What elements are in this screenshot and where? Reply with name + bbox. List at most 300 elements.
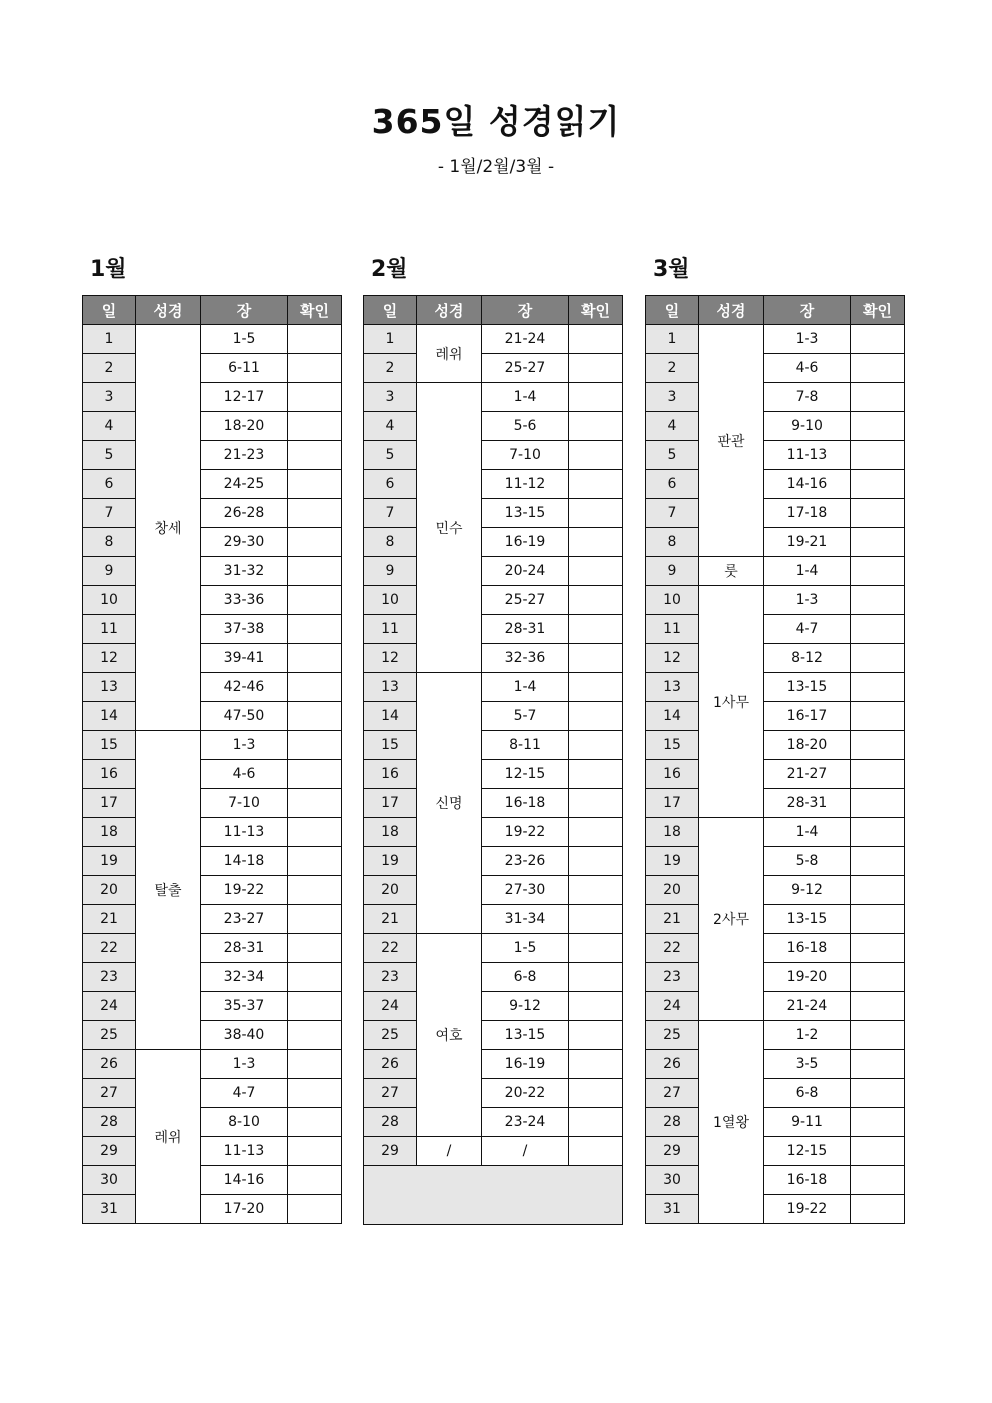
day-cell: 29 — [83, 1137, 136, 1166]
day-cell: 16 — [646, 760, 699, 789]
check-cell[interactable] — [569, 731, 623, 760]
chapter-cell: 6-8 — [482, 963, 569, 992]
chapter-cell: 33-36 — [201, 586, 288, 615]
day-cell: 17 — [83, 789, 136, 818]
check-cell[interactable] — [851, 1166, 905, 1195]
day-cell: 21 — [83, 905, 136, 934]
table-row — [83, 1079, 342, 1108]
table-row — [364, 905, 623, 934]
chapter-cell: 17-18 — [764, 499, 851, 528]
day-cell: 9 — [646, 557, 699, 586]
check-cell[interactable] — [569, 934, 623, 963]
book-cell: 신명 — [417, 673, 482, 934]
book-cell: 탈출 — [136, 731, 201, 1050]
header-day: 일 — [646, 296, 699, 325]
check-cell[interactable] — [288, 789, 342, 818]
month-heading: 2월 — [371, 257, 408, 282]
book-cell: 창세 — [136, 325, 201, 731]
table-row — [83, 1050, 342, 1079]
reading-table — [645, 295, 905, 1224]
check-cell[interactable] — [569, 586, 623, 615]
table-row — [364, 934, 623, 963]
table-row — [646, 586, 905, 615]
chapter-cell: 13-15 — [482, 499, 569, 528]
day-cell: 28 — [646, 1108, 699, 1137]
chapter-cell: 16-18 — [764, 934, 851, 963]
check-cell[interactable] — [569, 1108, 623, 1137]
day-cell: 19 — [83, 847, 136, 876]
chapter-cell: 37-38 — [201, 615, 288, 644]
check-cell[interactable] — [851, 934, 905, 963]
check-cell[interactable] — [851, 789, 905, 818]
chapter-cell: 5-7 — [482, 702, 569, 731]
chapter-cell: 42-46 — [201, 673, 288, 702]
chapter-cell: 5-6 — [482, 412, 569, 441]
check-cell[interactable] — [851, 470, 905, 499]
page-title: 365일 성경읽기 — [371, 102, 621, 141]
day-cell: 18 — [646, 818, 699, 847]
table-row — [646, 992, 905, 1021]
day-cell: 5 — [83, 441, 136, 470]
check-cell[interactable] — [288, 1108, 342, 1137]
book-cell: 판관 — [699, 325, 764, 557]
check-cell[interactable] — [569, 412, 623, 441]
table-row — [83, 383, 342, 412]
table-row — [646, 673, 905, 702]
check-cell[interactable] — [569, 818, 623, 847]
table-row — [364, 789, 623, 818]
table-row — [364, 1108, 623, 1137]
check-cell[interactable] — [851, 528, 905, 557]
table-row — [364, 557, 623, 586]
check-cell[interactable] — [569, 673, 623, 702]
day-cell: 15 — [83, 731, 136, 760]
check-cell[interactable] — [851, 731, 905, 760]
table-row — [646, 1195, 905, 1224]
check-cell[interactable] — [569, 963, 623, 992]
header-day: 일 — [364, 296, 417, 325]
day-cell: 2 — [364, 354, 417, 383]
table-row — [646, 354, 905, 383]
check-cell[interactable] — [288, 702, 342, 731]
day-cell: 15 — [646, 731, 699, 760]
day-cell: 21 — [364, 905, 417, 934]
chapter-cell: 28-31 — [764, 789, 851, 818]
check-cell[interactable] — [288, 760, 342, 789]
check-cell[interactable] — [851, 354, 905, 383]
check-cell[interactable] — [851, 383, 905, 412]
table-row — [364, 760, 623, 789]
chapter-cell: 1-3 — [764, 325, 851, 354]
table-row — [646, 818, 905, 847]
chapter-cell: 16-18 — [764, 1166, 851, 1195]
table-row — [646, 1079, 905, 1108]
chapter-cell: 19-22 — [482, 818, 569, 847]
table-row — [364, 1079, 623, 1108]
day-cell: 7 — [83, 499, 136, 528]
check-cell[interactable] — [569, 847, 623, 876]
day-cell: 1 — [83, 325, 136, 354]
chapter-cell: 6-11 — [201, 354, 288, 383]
check-cell[interactable] — [851, 325, 905, 354]
table-row — [83, 1166, 342, 1195]
day-cell: 10 — [364, 586, 417, 615]
table-row — [364, 702, 623, 731]
header-chapter: 장 — [201, 296, 288, 325]
check-cell[interactable] — [851, 499, 905, 528]
day-cell: 27 — [83, 1079, 136, 1108]
table-row — [83, 470, 342, 499]
table-row — [83, 992, 342, 1021]
check-cell[interactable] — [851, 1079, 905, 1108]
table-row — [83, 876, 342, 905]
check-cell[interactable] — [288, 1079, 342, 1108]
day-cell: 29 — [364, 1137, 417, 1166]
chapter-cell: 17-20 — [201, 1195, 288, 1224]
check-cell[interactable] — [288, 963, 342, 992]
check-cell[interactable] — [288, 644, 342, 673]
month-heading: 1월 — [90, 257, 127, 282]
check-cell[interactable] — [288, 1021, 342, 1050]
check-cell[interactable] — [851, 1195, 905, 1224]
table-row — [646, 441, 905, 470]
chapter-cell: 1-5 — [201, 325, 288, 354]
check-cell[interactable] — [569, 992, 623, 1021]
chapter-cell: 14-16 — [764, 470, 851, 499]
day-cell: 3 — [364, 383, 417, 412]
check-cell[interactable] — [288, 1137, 342, 1166]
check-cell[interactable] — [851, 441, 905, 470]
check-cell[interactable] — [851, 412, 905, 441]
chapter-cell: 29-30 — [201, 528, 288, 557]
check-cell[interactable] — [288, 731, 342, 760]
table-row — [646, 1166, 905, 1195]
check-cell[interactable] — [851, 615, 905, 644]
day-cell: 26 — [646, 1050, 699, 1079]
chapter-cell: 38-40 — [201, 1021, 288, 1050]
table-row — [646, 760, 905, 789]
check-cell[interactable] — [569, 905, 623, 934]
table-row — [364, 992, 623, 1021]
chapter-cell: 12-15 — [764, 1137, 851, 1166]
chapter-cell: 31-34 — [482, 905, 569, 934]
check-cell[interactable] — [569, 876, 623, 905]
chapter-cell: 7-8 — [764, 383, 851, 412]
chapter-cell: 21-24 — [764, 992, 851, 1021]
check-cell[interactable] — [288, 354, 342, 383]
day-cell: 26 — [364, 1050, 417, 1079]
day-cell: 18 — [83, 818, 136, 847]
chapter-cell: 21-23 — [201, 441, 288, 470]
chapter-cell: 27-30 — [482, 876, 569, 905]
check-cell[interactable] — [851, 847, 905, 876]
chapter-cell: 12-17 — [201, 383, 288, 412]
table-row — [364, 963, 623, 992]
chapter-cell: 1-4 — [764, 818, 851, 847]
check-cell[interactable] — [288, 905, 342, 934]
book-cell: 레위 — [417, 325, 482, 383]
check-cell[interactable] — [569, 760, 623, 789]
check-cell[interactable] — [288, 499, 342, 528]
check-cell[interactable] — [569, 615, 623, 644]
day-cell: 6 — [364, 470, 417, 499]
check-cell[interactable] — [288, 383, 342, 412]
check-cell[interactable] — [569, 1021, 623, 1050]
table-row — [646, 615, 905, 644]
day-cell: 5 — [646, 441, 699, 470]
check-cell[interactable] — [569, 325, 623, 354]
chapter-cell: 4-7 — [201, 1079, 288, 1108]
day-cell: 13 — [83, 673, 136, 702]
check-cell[interactable] — [851, 760, 905, 789]
table-row — [364, 1021, 623, 1050]
chapter-cell: 11-12 — [482, 470, 569, 499]
day-cell: 11 — [83, 615, 136, 644]
day-cell: 11 — [646, 615, 699, 644]
day-cell: 10 — [83, 586, 136, 615]
day-cell: 20 — [364, 876, 417, 905]
table-row — [646, 1021, 905, 1050]
day-cell: 16 — [364, 760, 417, 789]
table-row — [83, 731, 342, 760]
day-cell: 24 — [646, 992, 699, 1021]
check-cell[interactable] — [851, 876, 905, 905]
table-row — [83, 557, 342, 586]
chapter-cell: 9-11 — [764, 1108, 851, 1137]
day-cell: 8 — [364, 528, 417, 557]
check-cell[interactable] — [851, 905, 905, 934]
chapter-cell: 8-10 — [201, 1108, 288, 1137]
chapter-cell: 1-4 — [482, 673, 569, 702]
day-cell: 4 — [364, 412, 417, 441]
header-book: 성경 — [136, 296, 201, 325]
day-cell: 11 — [364, 615, 417, 644]
table-row — [83, 905, 342, 934]
chapter-cell: 5-8 — [764, 847, 851, 876]
day-cell: 30 — [646, 1166, 699, 1195]
chapter-cell: 18-20 — [764, 731, 851, 760]
chapter-cell: 1-3 — [764, 586, 851, 615]
day-cell: 9 — [83, 557, 136, 586]
check-cell[interactable] — [569, 383, 623, 412]
check-cell[interactable] — [288, 818, 342, 847]
check-cell[interactable] — [851, 702, 905, 731]
chapter-cell: 8-12 — [764, 644, 851, 673]
check-cell[interactable] — [288, 992, 342, 1021]
table-row — [364, 586, 623, 615]
check-cell[interactable] — [288, 470, 342, 499]
check-cell[interactable] — [851, 673, 905, 702]
day-cell: 28 — [83, 1108, 136, 1137]
check-cell[interactable] — [288, 1050, 342, 1079]
table-row — [364, 673, 623, 702]
day-cell: 14 — [364, 702, 417, 731]
check-cell[interactable] — [288, 325, 342, 354]
header-book: 성경 — [699, 296, 764, 325]
header-chapter: 장 — [482, 296, 569, 325]
table-row — [646, 1050, 905, 1079]
chapter-cell: 11-13 — [201, 818, 288, 847]
check-cell[interactable] — [851, 1137, 905, 1166]
table-row — [83, 354, 342, 383]
chapter-cell: 1-3 — [201, 731, 288, 760]
table-row — [646, 383, 905, 412]
day-cell: 19 — [646, 847, 699, 876]
check-cell[interactable] — [288, 586, 342, 615]
chapter-cell: 24-25 — [201, 470, 288, 499]
table-row — [646, 499, 905, 528]
table-row — [646, 1108, 905, 1137]
table-row — [646, 847, 905, 876]
header-chapter: 장 — [764, 296, 851, 325]
day-cell: 2 — [83, 354, 136, 383]
check-cell[interactable] — [851, 644, 905, 673]
day-cell: 12 — [364, 644, 417, 673]
table-row — [646, 905, 905, 934]
chapter-cell: 4-7 — [764, 615, 851, 644]
table-row — [364, 499, 623, 528]
chapter-cell: 20-22 — [482, 1079, 569, 1108]
table-row — [646, 1137, 905, 1166]
check-cell[interactable] — [288, 673, 342, 702]
check-cell[interactable] — [288, 934, 342, 963]
table-row — [83, 441, 342, 470]
day-cell: 9 — [364, 557, 417, 586]
table-row — [646, 876, 905, 905]
day-cell: 1 — [364, 325, 417, 354]
check-cell[interactable] — [569, 1137, 623, 1166]
table-row — [83, 586, 342, 615]
header-book: 성경 — [417, 296, 482, 325]
table-row — [83, 673, 342, 702]
chapter-cell: 32-36 — [482, 644, 569, 673]
check-cell[interactable] — [569, 528, 623, 557]
chapter-cell: 19-20 — [764, 963, 851, 992]
chapter-cell: 16-18 — [482, 789, 569, 818]
day-cell: 24 — [364, 992, 417, 1021]
day-cell: 6 — [83, 470, 136, 499]
check-cell[interactable] — [288, 412, 342, 441]
chapter-cell: 19-22 — [201, 876, 288, 905]
check-cell[interactable] — [288, 615, 342, 644]
header-check: 확인 — [288, 296, 342, 325]
table-row — [364, 644, 623, 673]
day-cell: 3 — [646, 383, 699, 412]
chapter-cell: 13-15 — [764, 905, 851, 934]
reading-table — [363, 295, 623, 1225]
empty-filler — [364, 1166, 623, 1225]
chapter-cell: 4-6 — [201, 760, 288, 789]
chapter-cell: 23-27 — [201, 905, 288, 934]
chapter-cell: 1-2 — [764, 1021, 851, 1050]
table-row — [364, 441, 623, 470]
day-cell: 7 — [646, 499, 699, 528]
book-cell: 룻 — [699, 557, 764, 586]
check-cell[interactable] — [569, 789, 623, 818]
check-cell[interactable] — [569, 1050, 623, 1079]
day-cell: 12 — [83, 644, 136, 673]
chapter-cell: 1-4 — [764, 557, 851, 586]
check-cell[interactable] — [851, 992, 905, 1021]
check-cell[interactable] — [288, 557, 342, 586]
check-cell[interactable] — [288, 876, 342, 905]
chapter-cell: 39-41 — [201, 644, 288, 673]
table-row — [83, 818, 342, 847]
check-cell[interactable] — [851, 1021, 905, 1050]
table-row — [364, 1050, 623, 1079]
chapter-cell: 20-24 — [482, 557, 569, 586]
day-cell: 3 — [83, 383, 136, 412]
chapter-cell: 28-31 — [201, 934, 288, 963]
check-cell[interactable] — [569, 499, 623, 528]
chapter-cell: 13-15 — [482, 1021, 569, 1050]
check-cell[interactable] — [569, 470, 623, 499]
table-row — [83, 1108, 342, 1137]
day-cell: 23 — [364, 963, 417, 992]
check-cell[interactable] — [288, 1195, 342, 1224]
chapter-cell: 4-6 — [764, 354, 851, 383]
check-cell[interactable] — [569, 644, 623, 673]
chapter-cell: 1-3 — [201, 1050, 288, 1079]
chapter-cell: 31-32 — [201, 557, 288, 586]
table-row — [83, 644, 342, 673]
check-cell[interactable] — [569, 354, 623, 383]
table-row — [364, 412, 623, 441]
table-row — [646, 702, 905, 731]
check-cell[interactable] — [288, 847, 342, 876]
book-cell: 2사무 — [699, 818, 764, 1021]
check-cell[interactable] — [288, 1166, 342, 1195]
table-row — [364, 847, 623, 876]
table-row — [646, 934, 905, 963]
check-cell[interactable] — [851, 557, 905, 586]
check-cell[interactable] — [569, 702, 623, 731]
table-row — [364, 876, 623, 905]
chapter-cell: 26-28 — [201, 499, 288, 528]
day-cell: 22 — [364, 934, 417, 963]
check-cell[interactable] — [288, 441, 342, 470]
table-row — [364, 1137, 623, 1166]
page-subtitle: - 1월/2월/3월 - — [437, 157, 555, 177]
chapter-cell: / — [482, 1137, 569, 1166]
chapter-cell: 1-5 — [482, 934, 569, 963]
day-cell: 10 — [646, 586, 699, 615]
check-cell[interactable] — [851, 1108, 905, 1137]
check-cell[interactable] — [288, 528, 342, 557]
chapter-cell: 19-22 — [764, 1195, 851, 1224]
check-cell[interactable] — [851, 818, 905, 847]
check-cell[interactable] — [851, 963, 905, 992]
table-row — [83, 760, 342, 789]
day-cell: 17 — [646, 789, 699, 818]
day-cell: 31 — [83, 1195, 136, 1224]
check-cell[interactable] — [851, 1050, 905, 1079]
check-cell[interactable] — [569, 441, 623, 470]
table-row — [646, 789, 905, 818]
day-cell: 8 — [646, 528, 699, 557]
check-cell[interactable] — [569, 557, 623, 586]
check-cell[interactable] — [569, 1079, 623, 1108]
header-check: 확인 — [569, 296, 623, 325]
table-row — [646, 644, 905, 673]
day-cell: 29 — [646, 1137, 699, 1166]
table-row — [364, 470, 623, 499]
day-cell: 23 — [83, 963, 136, 992]
check-cell[interactable] — [851, 586, 905, 615]
day-cell: 21 — [646, 905, 699, 934]
day-cell: 25 — [646, 1021, 699, 1050]
book-cell: 민수 — [417, 383, 482, 673]
